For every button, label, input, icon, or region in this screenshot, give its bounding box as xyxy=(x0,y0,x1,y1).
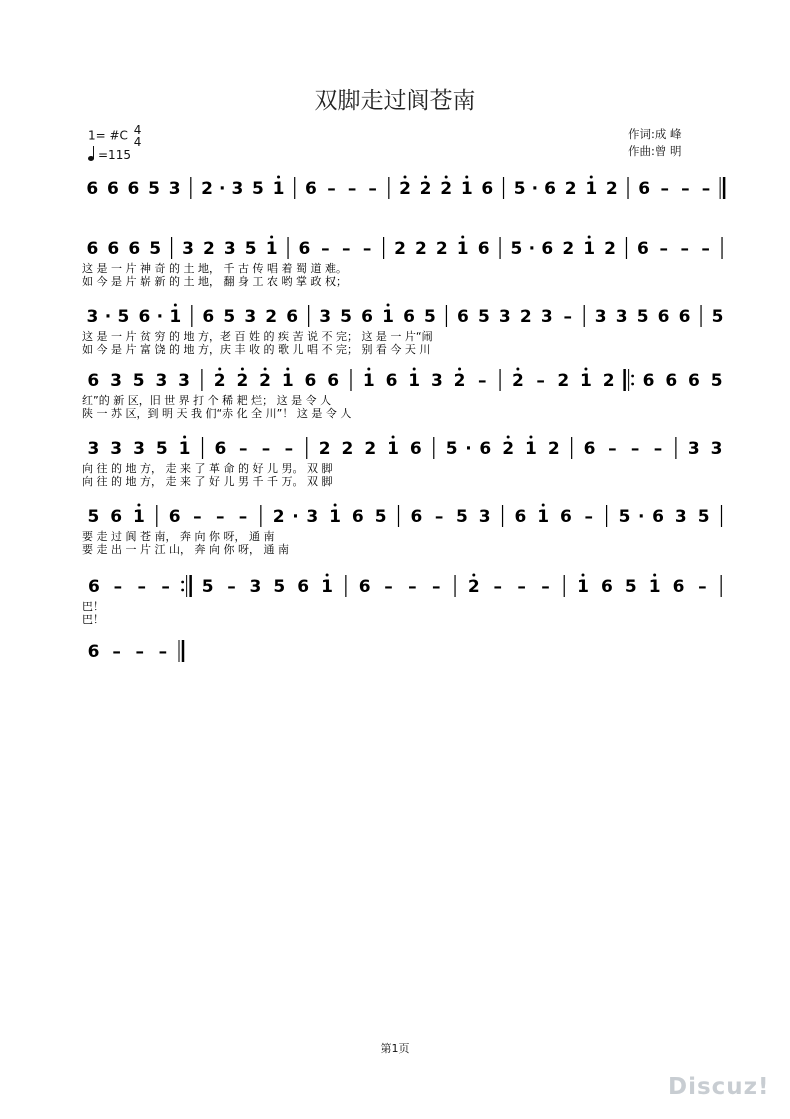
note-numeral: 2 xyxy=(236,371,249,391)
note-numeral: 6 xyxy=(214,439,227,459)
note-numeral: 6 xyxy=(456,307,469,327)
note-numeral: 6 xyxy=(678,307,691,327)
note-numeral: 6 xyxy=(168,507,181,527)
note-numeral: 6 xyxy=(86,239,99,259)
note-numeral: 6 xyxy=(477,239,490,259)
augmentation-dot: · xyxy=(292,507,299,527)
note-numeral: 3 xyxy=(86,307,99,327)
note-numeral: 5 xyxy=(477,307,490,327)
note-numeral: 5 xyxy=(618,507,631,527)
note-numeral: 3 xyxy=(478,507,491,527)
dash-extension: – xyxy=(477,371,487,391)
composer: 作曲:曾 明 xyxy=(628,144,682,158)
note-numeral: 1 xyxy=(169,307,182,327)
dash-extension: – xyxy=(701,179,711,199)
octave-dot-high xyxy=(542,504,545,507)
octave-dot-high xyxy=(277,176,280,179)
octave-dot-high xyxy=(653,574,656,577)
dash-extension: – xyxy=(680,239,689,259)
note-numeral: 6 xyxy=(138,307,151,327)
dash-extension: – xyxy=(408,577,417,597)
note-numeral: 2 xyxy=(202,239,215,259)
dash-extension: – xyxy=(193,507,202,527)
lyric-line: 巴！ xyxy=(82,600,104,613)
note-numeral: 1 xyxy=(387,439,399,459)
repeat-dot xyxy=(181,589,184,592)
note-numeral: 1 xyxy=(265,239,278,259)
note-numeral: 6 xyxy=(304,179,317,199)
octave-dot-high xyxy=(413,368,416,371)
dash-extension: – xyxy=(432,577,441,597)
note-numeral: 6 xyxy=(127,179,140,199)
lyric-line: 这 是 一 片 神 奇 的 土 地， 千 古 传 唱 着 蜀 道 难。 xyxy=(82,262,347,275)
note-numeral: 1 xyxy=(577,577,589,597)
dash-extension: – xyxy=(158,642,168,662)
page-title: 双脚走过阆苍南 xyxy=(314,88,476,114)
note-numeral: 1 xyxy=(460,179,473,199)
dash-extension: – xyxy=(434,507,444,527)
note-numeral: 6 xyxy=(560,507,572,527)
note-numeral: 6 xyxy=(636,239,649,259)
note-numeral: 2 xyxy=(419,179,432,199)
note-numeral: 6 xyxy=(358,577,371,597)
repeat-dot xyxy=(631,383,634,386)
note-numeral: 6 xyxy=(409,439,422,459)
note-numeral: 3 xyxy=(155,371,168,391)
octave-dot-high xyxy=(392,436,395,439)
note-numeral: 2 xyxy=(213,371,226,391)
dash-extension: – xyxy=(608,439,617,459)
note-numeral: 6 xyxy=(106,179,119,199)
lyricist: 作词:成 峰 xyxy=(628,127,682,141)
note-numeral: 2 xyxy=(467,577,480,597)
dash-extension: – xyxy=(681,179,690,199)
note-numeral: 2 xyxy=(564,179,577,199)
note-numeral: 3 xyxy=(182,239,194,259)
note-numeral: 6 xyxy=(327,371,340,391)
note-numeral: 5 xyxy=(223,307,236,327)
note-numeral: 2 xyxy=(440,179,453,199)
note-numeral: 5 xyxy=(244,239,257,259)
note-numeral: 6 xyxy=(107,239,120,259)
octave-dot-high xyxy=(581,574,584,577)
dash-extension: – xyxy=(261,439,271,459)
note-numeral: 3 xyxy=(710,439,723,459)
note-numeral: 6 xyxy=(385,371,398,391)
note-numeral: 3 xyxy=(319,307,332,327)
note-numeral: 1 xyxy=(525,439,537,459)
note-numeral: 3 xyxy=(223,239,236,259)
augmentation-dot: · xyxy=(218,179,226,199)
dash-extension: – xyxy=(517,577,526,597)
octave-dot-high xyxy=(183,436,186,439)
note-numeral: 5 xyxy=(132,371,145,391)
octave-dot-high xyxy=(218,368,221,371)
note-numeral: 3 xyxy=(430,371,443,391)
lyric-line: 如 今 是 片 富 饶 的 地 方，庆 丰 收 的 歌 儿 唱 不 完； 别 看 今 天 川 xyxy=(82,343,431,356)
note-numeral: 5 xyxy=(510,239,523,259)
note-numeral: 2 xyxy=(394,239,406,259)
note-numeral: 2 xyxy=(399,179,411,199)
lyric-line: 如 今 是 片 崭 新 的 土 地， 翻 身 工 农 哟 掌 政 权； xyxy=(82,275,347,288)
note-numeral: 5 xyxy=(155,439,168,459)
note-numeral: 2 xyxy=(605,179,618,199)
meter-top: 4 xyxy=(133,123,142,137)
note-numeral: 1 xyxy=(132,507,145,527)
octave-dot-high xyxy=(174,304,177,307)
note-numeral: 6 xyxy=(672,577,685,597)
note-numeral: 5 xyxy=(149,239,162,259)
note-numeral: 1 xyxy=(281,371,294,391)
note-numeral: 5 xyxy=(445,439,458,459)
note-numeral: 5 xyxy=(273,577,286,597)
dash-extension: – xyxy=(342,239,351,259)
note-numeral: 3 xyxy=(231,179,244,199)
dash-extension: – xyxy=(701,239,710,259)
note-numeral: 3 xyxy=(674,507,687,527)
dash-extension: – xyxy=(161,577,170,597)
note-numeral: 6 xyxy=(351,507,364,527)
note-numeral: 5 xyxy=(424,307,436,327)
dash-extension: – xyxy=(284,439,294,459)
note-numeral: 3 xyxy=(168,179,181,199)
note-numeral: 2 xyxy=(318,439,331,459)
note-numeral: 5 xyxy=(148,179,160,199)
note-numeral: 6 xyxy=(128,239,141,259)
note-numeral: 3 xyxy=(110,371,122,391)
dash-extension: – xyxy=(362,239,372,259)
dash-extension: – xyxy=(698,577,707,597)
note-numeral: 5 xyxy=(711,307,724,327)
octave-dot-high xyxy=(424,176,427,179)
note-numeral: 2 xyxy=(519,307,532,327)
note-numeral: 6 xyxy=(652,507,665,527)
dash-extension: – xyxy=(112,642,121,662)
note-numeral: 6 xyxy=(86,179,99,199)
octave-dot-high xyxy=(326,574,329,577)
note-numeral: 6 xyxy=(361,307,373,327)
dash-extension: – xyxy=(659,239,669,259)
note-numeral: 2 xyxy=(435,239,448,259)
repeat-dot xyxy=(181,581,184,584)
note-numeral: 1 xyxy=(408,371,421,391)
page-number: 第1页 xyxy=(380,1042,410,1055)
octave-dot-high xyxy=(458,368,461,371)
note-numeral: 1 xyxy=(178,439,191,459)
note-numeral: 2 xyxy=(364,439,377,459)
note-numeral: 6 xyxy=(410,507,423,527)
note-numeral: 3 xyxy=(306,507,319,527)
lyric-line: 要 走 出 一 片 江 山， 奔 向 你 呀， 通 南 xyxy=(82,543,289,556)
note-numeral: 2 xyxy=(547,439,560,459)
dash-extension: – xyxy=(227,577,236,597)
augmentation-dot: · xyxy=(156,307,164,327)
note-numeral: 6 xyxy=(403,307,415,327)
note-numeral: 3 xyxy=(178,371,191,391)
note-numeral: 3 xyxy=(540,307,553,327)
octave-dot-high xyxy=(137,504,140,507)
dash-extension: – xyxy=(215,507,225,527)
dash-extension: – xyxy=(660,179,670,199)
dash-extension: – xyxy=(584,507,593,527)
octave-dot-high xyxy=(507,436,510,439)
note-numeral: 6 xyxy=(657,307,670,327)
note-numeral: 1 xyxy=(456,239,469,259)
augmentation-dot: · xyxy=(528,239,536,259)
note-numeral: 6 xyxy=(297,577,310,597)
octave-dot-high xyxy=(584,368,587,371)
note-numeral: 6 xyxy=(202,307,215,327)
note-numeral: 1 xyxy=(272,179,285,199)
note-numeral: 2 xyxy=(557,371,570,391)
note-numeral: 5 xyxy=(201,577,214,597)
octave-dot-high xyxy=(286,368,289,371)
note-numeral: 3 xyxy=(498,307,511,327)
note-numeral: 6 xyxy=(87,642,100,662)
augmentation-dot: · xyxy=(531,179,539,199)
note-numeral: 2 xyxy=(602,371,615,391)
dash-extension: – xyxy=(653,439,663,459)
dash-extension: – xyxy=(493,577,502,597)
note-numeral: 2 xyxy=(562,239,575,259)
dash-extension: – xyxy=(321,239,330,259)
note-numeral: 1 xyxy=(382,307,394,327)
note-numeral: 1 xyxy=(583,239,596,259)
dash-extension: – xyxy=(113,577,123,597)
note-numeral: 2 xyxy=(415,239,427,259)
note-numeral: 5 xyxy=(624,577,637,597)
octave-dot-high xyxy=(387,304,390,307)
note-numeral: 2 xyxy=(265,307,278,327)
octave-dot-high xyxy=(472,574,475,577)
octave-dot-high xyxy=(334,504,337,507)
lyric-line: 这 是 一 片 贫 穷 的 地 方，老 百 姓 的 疾 苦 说 不 完； 这 是 一 片“闹 xyxy=(82,330,433,343)
note-numeral: 3 xyxy=(133,439,145,459)
note-numeral: 6 xyxy=(541,239,554,259)
octave-dot-high xyxy=(270,236,273,239)
note-numeral: 6 xyxy=(514,507,527,527)
note-numeral: 1 xyxy=(580,371,592,391)
dash-extension: – xyxy=(541,577,550,597)
note-numeral: 1 xyxy=(537,507,550,527)
dash-extension: – xyxy=(327,179,336,199)
note-numeral: 6 xyxy=(688,371,700,391)
lyric-line: 要 走 过 阆 苍 南， 奔 向 你 呀， 通 南 xyxy=(82,530,275,543)
dash-extension: – xyxy=(536,371,545,391)
augmentation-dot: · xyxy=(638,507,645,527)
note-numeral: 2 xyxy=(511,371,524,391)
note-numeral: 6 xyxy=(638,179,651,199)
lyric-line: 巴！ xyxy=(82,613,104,626)
note-numeral: 6 xyxy=(304,371,317,391)
note-numeral: 2 xyxy=(259,371,272,391)
dash-extension: – xyxy=(238,439,248,459)
note-numeral: 3 xyxy=(594,307,607,327)
octave-dot-high xyxy=(241,368,244,371)
note-numeral: 6 xyxy=(642,371,655,391)
note-numeral: 5 xyxy=(636,307,649,327)
note-numeral: 5 xyxy=(117,307,130,327)
note-numeral: 3 xyxy=(87,439,100,459)
note-numeral: 6 xyxy=(87,371,100,391)
note-numeral: 6 xyxy=(544,179,557,199)
note-numeral: 2 xyxy=(272,507,285,527)
note-numeral: 5 xyxy=(710,371,723,391)
octave-dot-high xyxy=(404,176,407,179)
lyric-line: 红”的 新 区，旧 世 界 打 个 稀 耙 烂； 这 是 令 人 xyxy=(82,394,332,407)
dash-extension: – xyxy=(238,507,248,527)
note-numeral: 6 xyxy=(600,577,613,597)
note-numeral: 6 xyxy=(665,371,678,391)
note-numeral: 3 xyxy=(249,577,262,597)
dash-extension: – xyxy=(563,307,572,327)
note-numeral: 3 xyxy=(110,439,123,459)
tempo-value: =115 xyxy=(98,148,131,162)
note-numeral: 6 xyxy=(110,507,123,527)
note-numeral: 3 xyxy=(687,439,700,459)
note-numeral: 2 xyxy=(604,239,616,259)
octave-dot-high xyxy=(461,236,464,239)
dash-extension: – xyxy=(347,179,357,199)
augmentation-dot: · xyxy=(465,439,472,459)
dash-extension: – xyxy=(384,577,393,597)
note-numeral: 2 xyxy=(502,439,515,459)
note-numeral: 6 xyxy=(88,577,100,597)
note-numeral: 1 xyxy=(321,577,334,597)
note-numeral: 6 xyxy=(481,179,494,199)
note-numeral: 5 xyxy=(252,179,264,199)
lyric-line: 陕 一 苏 区，到 明 天 我 们“赤 化 全 川”！ 这 是 令 人 xyxy=(82,407,352,420)
note-numeral: 2 xyxy=(201,179,213,199)
note-numeral: 6 xyxy=(583,439,596,459)
octave-dot-high xyxy=(264,368,267,371)
dash-extension: – xyxy=(368,179,377,199)
note-numeral: 5 xyxy=(374,507,387,527)
note-numeral: 5 xyxy=(697,507,710,527)
key-label: 1= #C xyxy=(88,128,128,143)
octave-dot-high xyxy=(516,368,519,371)
note-numeral: 6 xyxy=(286,307,299,327)
octave-dot-high xyxy=(445,176,448,179)
note-numeral: 5 xyxy=(513,179,526,199)
note-numeral: 3 xyxy=(615,307,628,327)
dash-extension: – xyxy=(135,642,144,662)
note-numeral: 5 xyxy=(455,507,468,527)
dash-extension: – xyxy=(630,439,640,459)
dash-extension: – xyxy=(137,577,146,597)
note-numeral: 1 xyxy=(362,371,375,391)
note-numeral: 5 xyxy=(87,507,100,527)
octave-dot-high xyxy=(367,368,370,371)
octave-dot-high xyxy=(529,436,532,439)
note-numeral: 1 xyxy=(585,179,598,199)
note-numeral: 3 xyxy=(244,307,257,327)
note-numeral: 1 xyxy=(648,577,661,597)
note-numeral: 2 xyxy=(453,371,466,391)
octave-dot-high xyxy=(588,236,591,239)
note-numeral: 5 xyxy=(340,307,353,327)
lyric-line: 向 往 的 地 方， 走 来 了 革 命 的 好 儿 男。 双 脚 xyxy=(82,462,333,475)
watermark: Discuz! xyxy=(668,1074,770,1100)
note-numeral: 1 xyxy=(329,507,342,527)
note-numeral: 6 xyxy=(479,439,492,459)
note-numeral: 6 xyxy=(298,239,311,259)
meter-bottom: 4 xyxy=(133,135,142,149)
repeat-dot xyxy=(631,375,634,378)
lyric-line: 向 往 的 地 方， 走 来 了 好 儿 男 千 千 万。 双 脚 xyxy=(82,475,333,488)
octave-dot-high xyxy=(465,176,468,179)
octave-dot-high xyxy=(590,176,593,179)
augmentation-dot: · xyxy=(104,307,112,327)
note-numeral: 2 xyxy=(341,439,354,459)
